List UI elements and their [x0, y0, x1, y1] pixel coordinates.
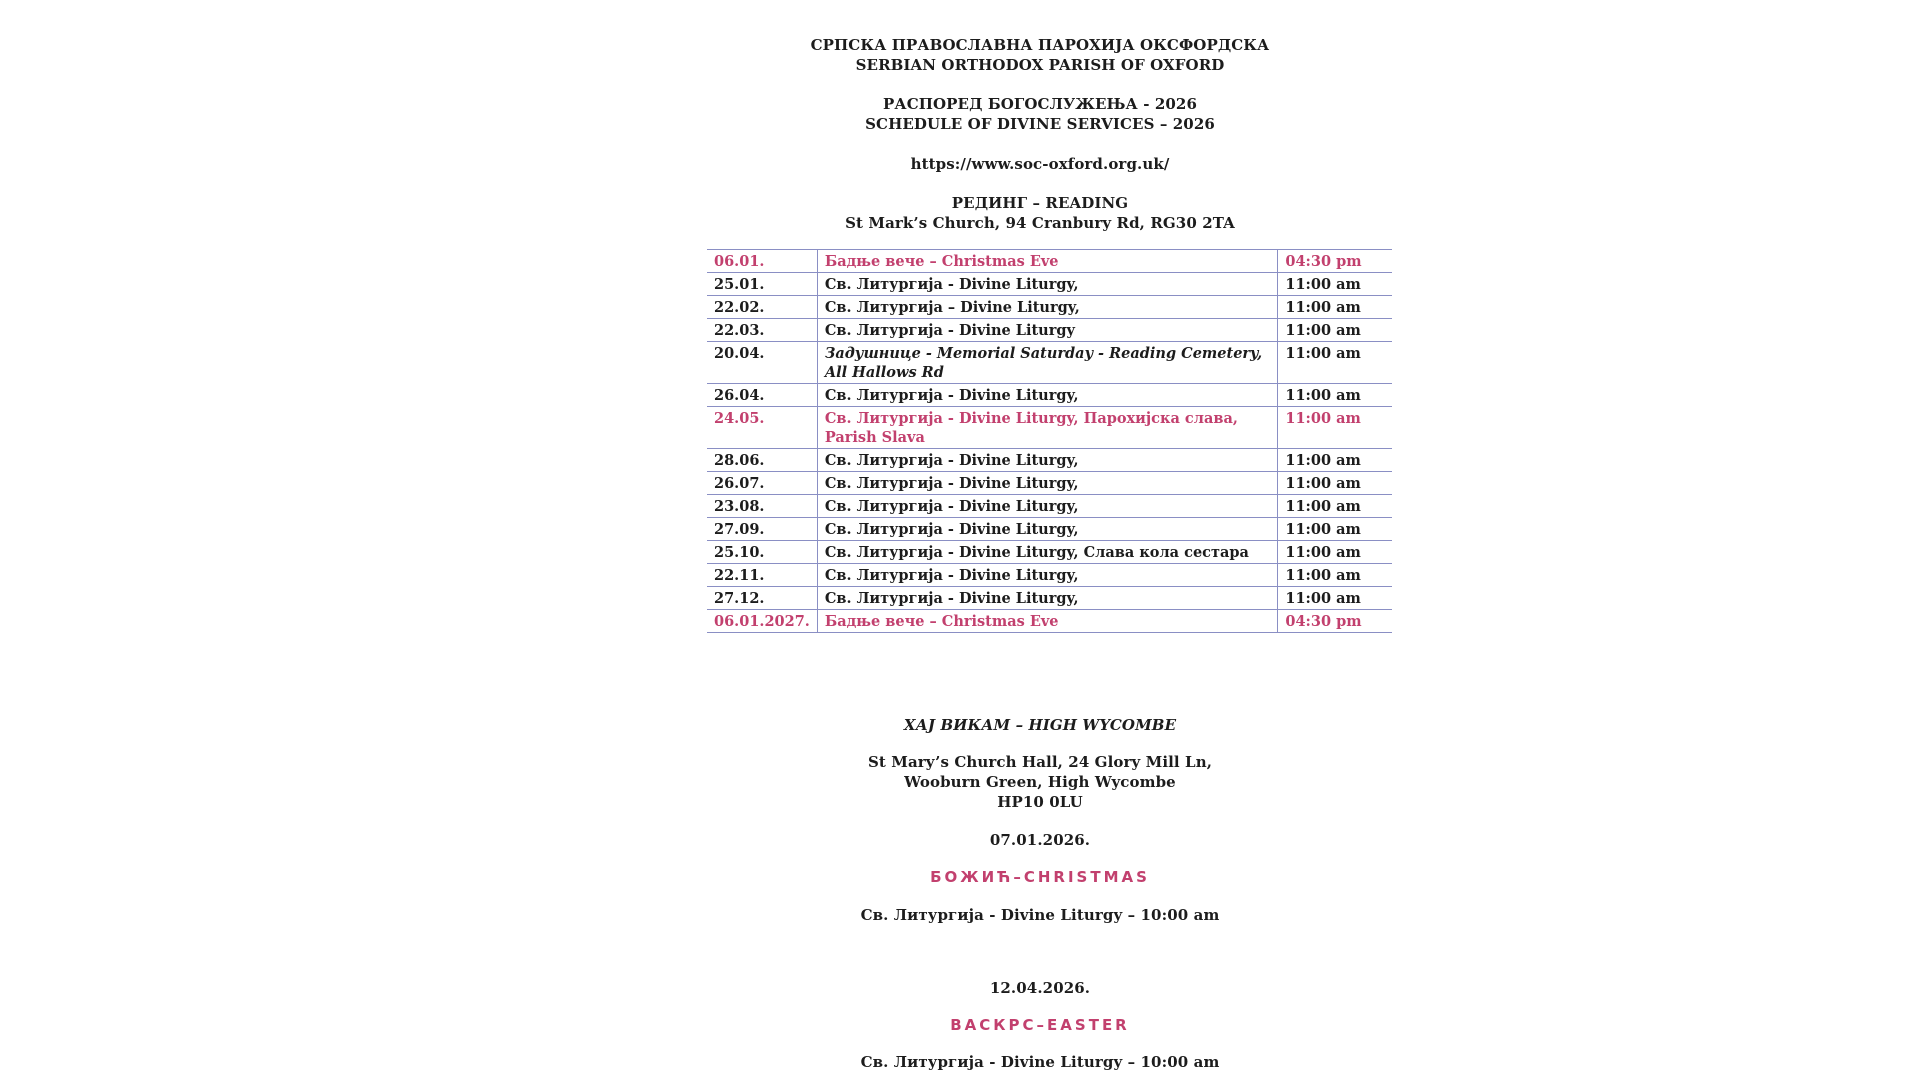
time-cell: 11:00 am — [1278, 449, 1392, 472]
reading-heading-block — [700, 193, 1380, 233]
table-row — [707, 342, 1392, 384]
date-cell: 22.11. — [707, 564, 817, 587]
table-row — [707, 472, 1392, 495]
easter-service: Св. Литургија - Divine Liturgy – 10:00 am — [860, 1053, 1220, 1071]
service-cell: Св. Литургија - Divine Liturgy, Слава кола сестара — [817, 541, 1278, 564]
date-cell: 25.01. — [707, 273, 817, 296]
date-cell: 20.04. — [707, 342, 817, 384]
table-row — [707, 407, 1392, 449]
date-cell: 22.02. — [707, 296, 817, 319]
time-cell: 11:00 am — [1278, 273, 1392, 296]
service-cell: Св. Литургија - Divine Liturgy — [817, 319, 1278, 342]
table-row — [707, 449, 1392, 472]
service-cell: Св. Литургија - Divine Liturgy, — [817, 384, 1278, 407]
table-row — [707, 273, 1392, 296]
parish-title-serbian: СРПСКА ПРАВОСЛАВНА ПАРОХИЈА ОКСФОРДСКА — [810, 36, 1270, 54]
table-row — [707, 319, 1392, 342]
easter-date-block — [700, 978, 1380, 998]
service-cell: Задушнице - Memorial Saturday - Reading Cemetery, All Hallows Rd — [817, 342, 1278, 384]
schedule-title-english: SCHEDULE OF DIVINE SERVICES – 2026 — [865, 115, 1215, 133]
date-cell: 26.04. — [707, 384, 817, 407]
date-cell: 23.08. — [707, 495, 817, 518]
time-cell: 04:30 pm — [1278, 250, 1392, 273]
christmas-title-block — [700, 867, 1380, 887]
high-wycombe-address — [700, 752, 1380, 812]
date-cell: 27.12. — [707, 587, 817, 610]
reading-address: St Mark’s Church, 94 Cranbury Rd, RG30 2TA — [845, 214, 1235, 232]
service-cell: Св. Литургија - Divine Liturgy, — [817, 518, 1278, 541]
document-header — [700, 35, 1380, 75]
time-cell: 11:00 am — [1278, 319, 1392, 342]
time-cell: 11:00 am — [1278, 342, 1392, 384]
date-cell: 06.01.2027. — [707, 610, 817, 633]
time-cell: 11:00 am — [1278, 384, 1392, 407]
service-cell: Св. Литургија - Divine Liturgy, — [817, 587, 1278, 610]
christmas-service-block — [700, 905, 1380, 925]
reading-heading: РЕДИНГ – READING — [951, 194, 1129, 212]
easter-title: ВАСКРС–EASTER — [950, 1016, 1130, 1034]
date-cell: 28.06. — [707, 449, 817, 472]
time-cell: 11:00 am — [1278, 472, 1392, 495]
time-cell: 11:00 am — [1278, 564, 1392, 587]
date-cell: 06.01. — [707, 250, 817, 273]
time-cell: 11:00 am — [1278, 518, 1392, 541]
schedule-heading — [700, 94, 1380, 134]
date-cell: 25.10. — [707, 541, 817, 564]
high-wycombe-heading-block — [700, 715, 1380, 735]
easter-service-block — [700, 1052, 1380, 1072]
address-line: Wooburn Green, High Wycombe — [904, 773, 1176, 791]
parish-title-english: SERBIAN ORTHODOX PARISH OF OXFORD — [855, 56, 1225, 74]
date-cell: 26.07. — [707, 472, 817, 495]
easter-title-block — [700, 1015, 1380, 1035]
service-cell: Св. Литургија – Divine Liturgy, — [817, 296, 1278, 319]
table-row — [707, 587, 1392, 610]
date-cell: 27.09. — [707, 518, 817, 541]
service-cell: Св. Литургија - Divine Liturgy, — [817, 564, 1278, 587]
table-row — [707, 610, 1392, 633]
easter-date: 12.04.2026. — [989, 979, 1091, 997]
website-block — [700, 154, 1380, 174]
service-cell: Бадње вече – Christmas Eve — [817, 250, 1278, 273]
service-cell: Св. Литургија - Divine Liturgy, — [817, 472, 1278, 495]
time-cell: 11:00 am — [1278, 541, 1392, 564]
time-cell: 11:00 am — [1278, 495, 1392, 518]
service-cell: Св. Литургија - Divine Liturgy, — [817, 495, 1278, 518]
service-cell: Бадње вече – Christmas Eve — [817, 610, 1278, 633]
website-link[interactable]: https://www.soc-oxford.org.uk/ — [910, 155, 1170, 173]
christmas-date: 07.01.2026. — [989, 831, 1091, 849]
address-line: HP10 0LU — [997, 793, 1083, 811]
table-row — [707, 250, 1392, 273]
service-cell: Св. Литургија - Divine Liturgy, Парохијска слава, Parish Slava — [817, 407, 1278, 449]
service-cell: Св. Литургија - Divine Liturgy, — [817, 449, 1278, 472]
address-line: St Mary’s Church Hall, 24 Glory Mill Ln, — [867, 753, 1213, 771]
time-cell: 11:00 am — [1278, 407, 1392, 449]
service-cell: Св. Литургија - Divine Liturgy, — [817, 273, 1278, 296]
date-cell: 22.03. — [707, 319, 817, 342]
time-cell: 11:00 am — [1278, 296, 1392, 319]
reading-schedule-table — [707, 249, 1392, 633]
table-row — [707, 296, 1392, 319]
table-row — [707, 384, 1392, 407]
christmas-date-block — [700, 830, 1380, 850]
date-cell: 24.05. — [707, 407, 817, 449]
table-row — [707, 564, 1392, 587]
christmas-service: Св. Литургија - Divine Liturgy – 10:00 am — [860, 906, 1220, 924]
christmas-title: БОЖИЋ–CHRISTMAS — [930, 868, 1150, 886]
time-cell: 11:00 am — [1278, 587, 1392, 610]
high-wycombe-heading: ХАЈ ВИКАМ – HIGH WYCOMBE — [903, 716, 1177, 734]
time-cell: 04:30 pm — [1278, 610, 1392, 633]
schedule-title-serbian: РАСПОРЕД БОГОСЛУЖЕЊА - 2026 — [883, 95, 1197, 113]
table-row — [707, 518, 1392, 541]
table-row — [707, 541, 1392, 564]
table-row — [707, 495, 1392, 518]
